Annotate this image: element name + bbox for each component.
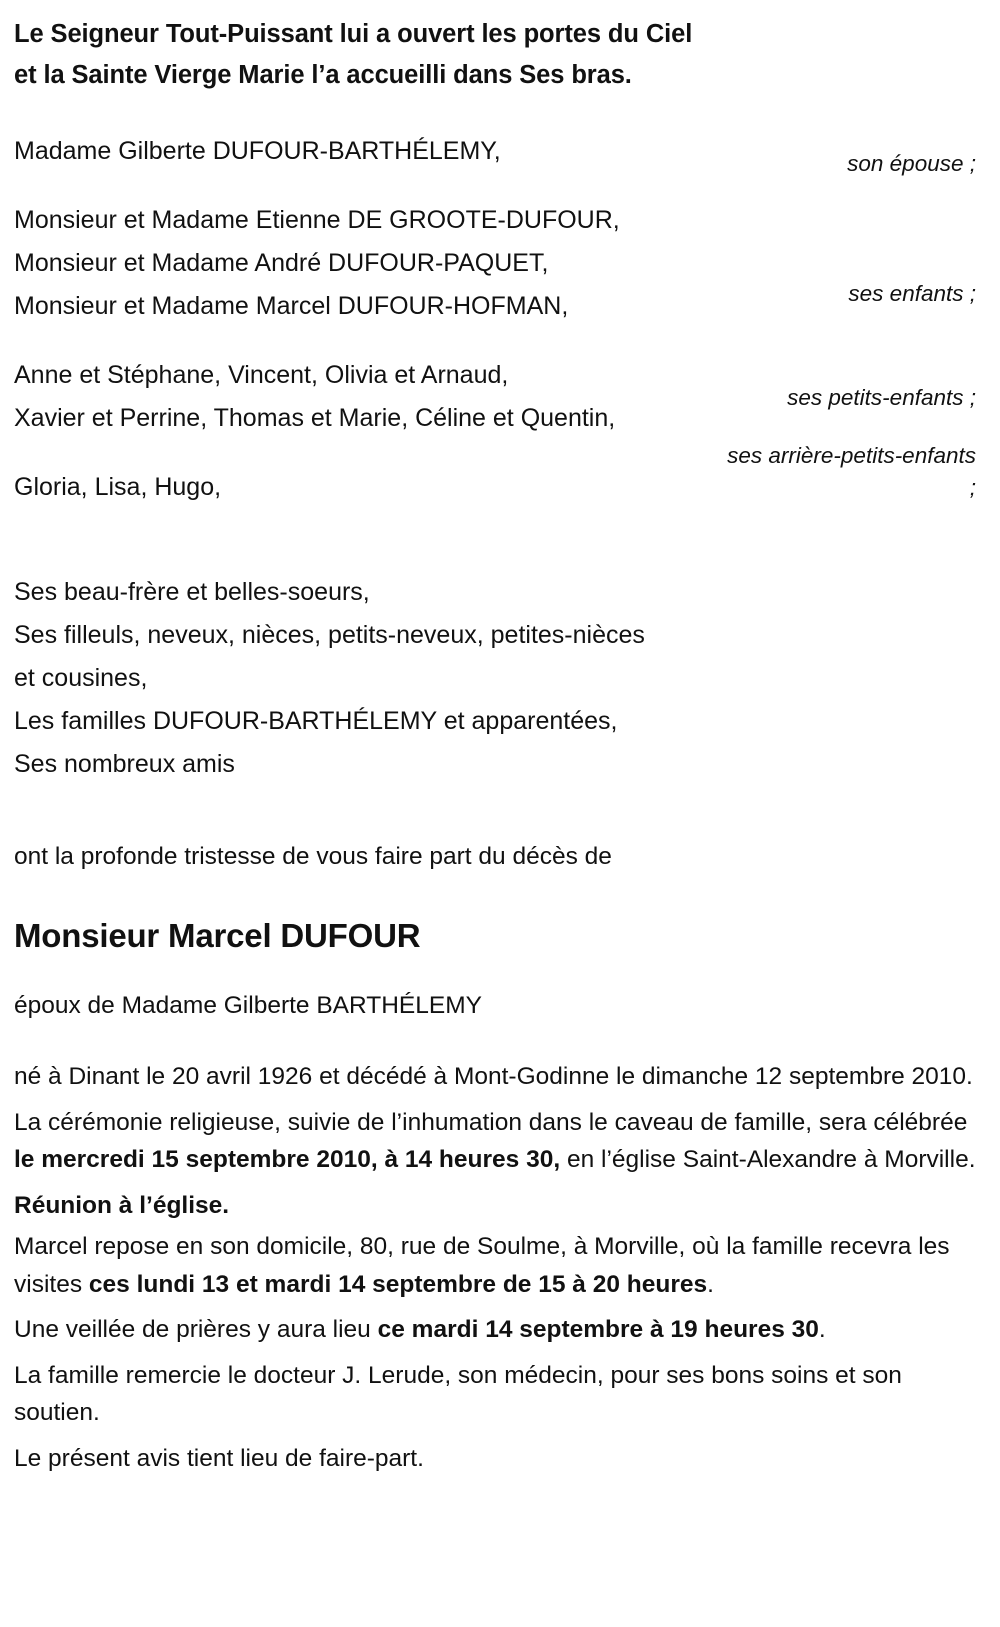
repose-paragraph [14, 1228, 978, 1303]
header-line-1: Le Seigneur Tout-Puissant lui a ouvert les portes du Ciel [14, 20, 693, 48]
notice-paragraph: Le présent avis tient lieu de faire-part. [14, 1444, 424, 1472]
relation-label-great-grandchildren: ses arrière-petits-enfants ; [727, 443, 976, 500]
relation-label-grandchildren: ses petits-enfants ; [787, 385, 976, 410]
list-item: Les familles DUFOUR-BARTHÉLEMY et apparentées, [14, 707, 618, 735]
header-line-2: et la Sainte Vierge Marie l’a accueilli dans Ses bras. [14, 61, 632, 89]
reunion-note: Réunion à l’église. [14, 1191, 230, 1219]
family-block [14, 130, 978, 786]
visit-hours: ces lundi 13 et mardi 14 septembre de 15 à 20 heures [88, 1270, 708, 1298]
vigil-text-post: . [818, 1316, 826, 1343]
family-names-column [14, 130, 734, 786]
list-item: Monsieur et Madame Marcel DUFOUR-HOFMAN, [14, 292, 569, 320]
repose-text-pre: Marcel repose en son domicile, 80, rue de Soulme, à Morville, où la famille recevra les visites [14, 1233, 950, 1298]
vigil-datetime: ce mardi 14 septembre à 19 heures 30 [377, 1316, 819, 1343]
list-item: Monsieur et Madame André DUFOUR-PAQUET, [14, 249, 549, 277]
list-item: et cousines, [14, 664, 148, 692]
repose-text-post: . [707, 1270, 714, 1298]
thanks-paragraph: La famille remercie le docteur J. Lerude, son médecin, pour ses bons soins et son soutien. [14, 1361, 902, 1426]
ceremony-text-post: en l’église Saint-Alexandre à Morville. [560, 1146, 976, 1173]
list-item: Monsieur et Madame Etienne DE GROOTE-DUFOUR, [14, 206, 620, 234]
family-group-grandchildren [14, 354, 734, 440]
list-item: Anne et Stéphane, Vincent, Olivia et Arnaud, [14, 361, 509, 389]
relation-label-children: ses enfants ; [848, 281, 976, 306]
deceased-name: Monsieur Marcel DUFOUR [14, 917, 421, 954]
vigil-paragraph [14, 1311, 978, 1349]
list-item: Gloria, Lisa, Hugo, [14, 473, 222, 501]
relation-label-spouse: son épouse ; [847, 151, 976, 176]
list-item: Madame Gilberte DUFOUR-BARTHÉLEMY, [14, 137, 501, 165]
ceremony-text-pre: La cérémonie religieuse, suivie de l’inhumation dans le caveau de famille, sera célébrée [14, 1108, 968, 1136]
reunion-paragraph [14, 1187, 978, 1225]
family-group-others [14, 571, 734, 786]
list-item: Ses filleuls, neveux, nièces, petits-neveux, petites-nièces [14, 621, 645, 649]
list-item: Ses beau-frère et belles-soeurs, [14, 578, 370, 606]
ceremony-paragraph [14, 1104, 978, 1179]
family-relations-column [727, 130, 978, 786]
list-item: Ses nombreux amis [14, 750, 235, 778]
list-item: Xavier et Perrine, Thomas et Marie, Céline et Quentin, [14, 404, 616, 432]
family-group-spouse [14, 130, 734, 173]
spouse-of-line: époux de Madame Gilberte BARTHÉLEMY [14, 992, 482, 1019]
details-block [14, 1058, 978, 1477]
birth-death-paragraph: né à Dinant le 20 avril 1926 et décédé à Mont-Godinne le dimanche 12 septembre 2010. [14, 1063, 973, 1090]
family-group-children [14, 199, 734, 328]
announcement-intro: ont la profonde tristesse de vous faire part du décès de [14, 843, 612, 870]
ceremony-datetime: le mercredi 15 septembre 2010, à 14 heures 30, [14, 1146, 561, 1173]
header-blessing [14, 14, 978, 96]
vigil-text-pre: Une veillée de prières y aura lieu [14, 1316, 378, 1343]
family-group-great-grandchildren [14, 466, 734, 509]
